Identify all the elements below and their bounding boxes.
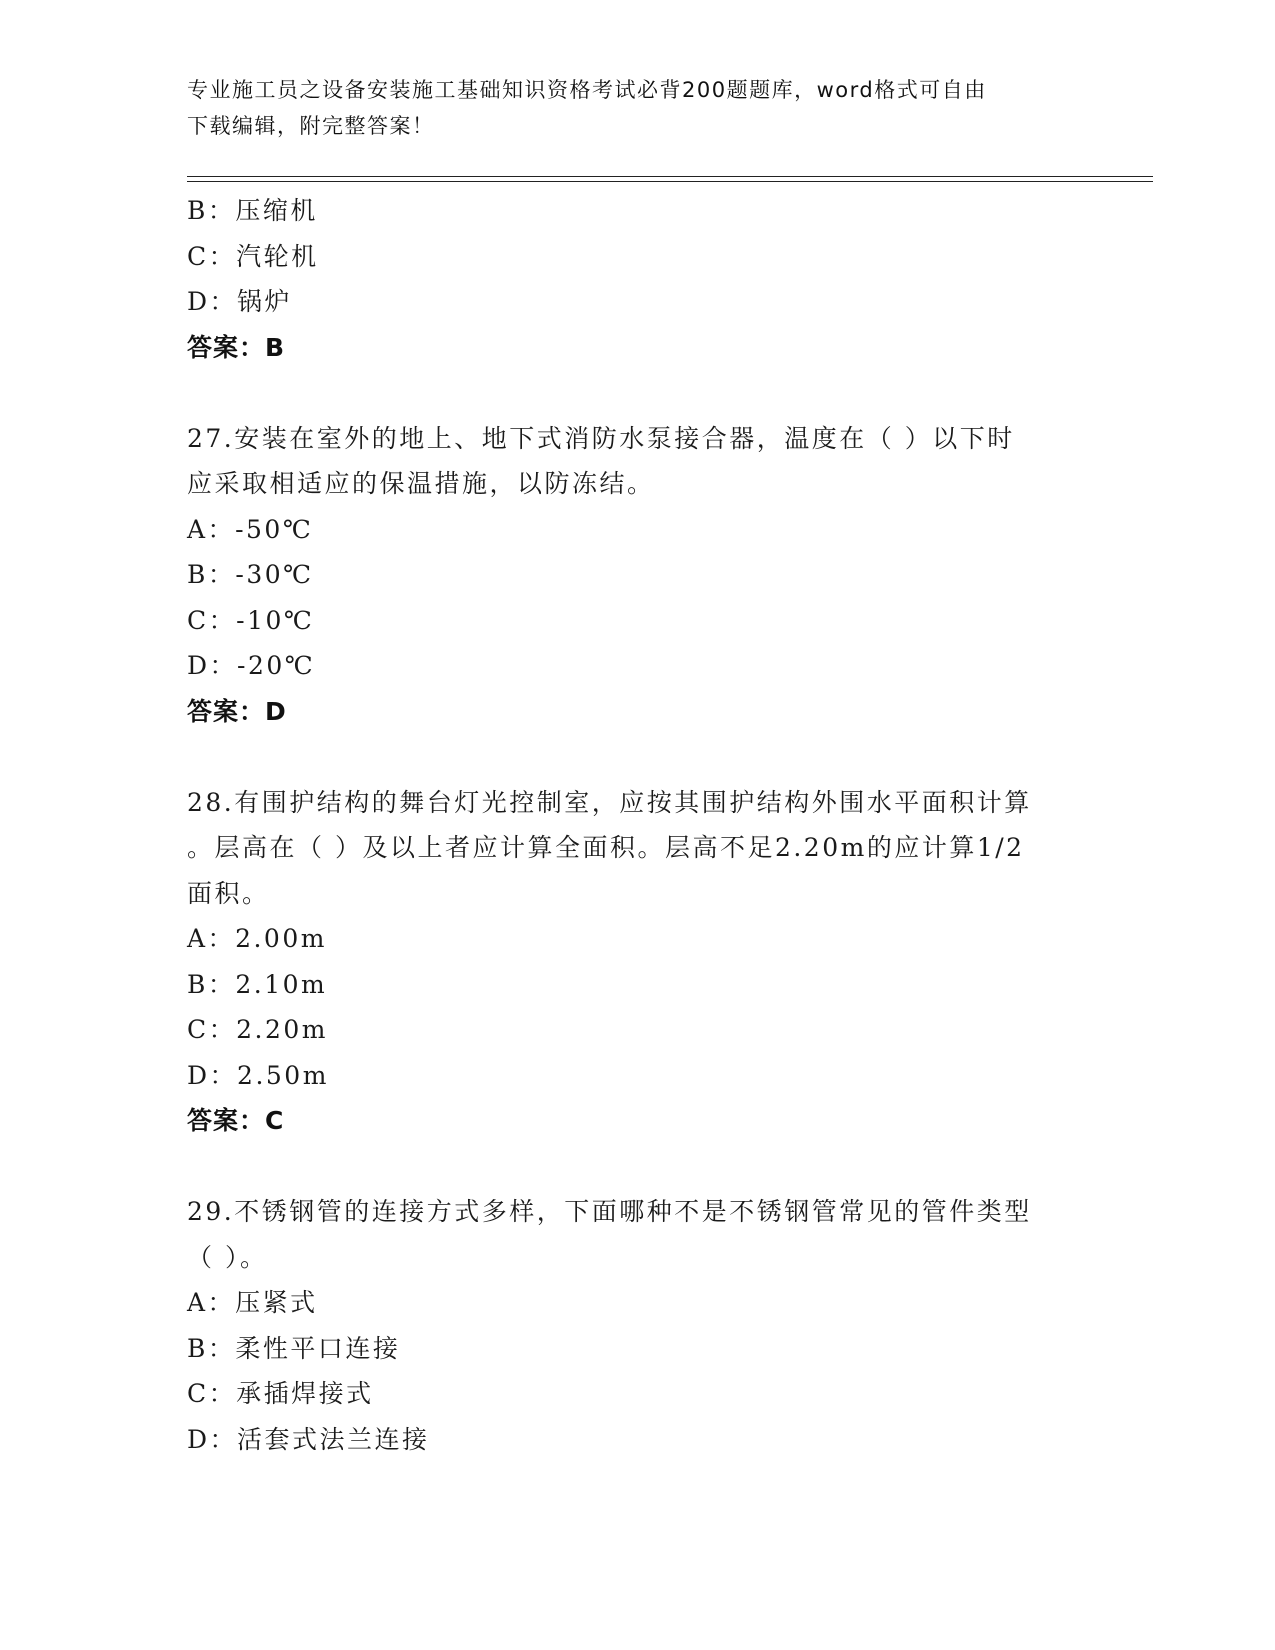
option-label: B： xyxy=(187,560,236,589)
question-text-line: （ ）。 xyxy=(187,1242,268,1272)
question-text-line: 。层高在（ ）及以上者应计算全面积。层高不足2.20m的应计算1/2 xyxy=(187,833,1025,862)
option-text: 活套式法兰连接 xyxy=(237,1424,430,1454)
header-line-2: 下载编辑，附完整答案！ xyxy=(187,114,435,138)
option-a xyxy=(187,916,1087,962)
option-label: D： xyxy=(187,1424,238,1454)
answer-line: 答案：C xyxy=(187,1106,285,1135)
option-a xyxy=(187,1280,1087,1326)
option-label: C： xyxy=(187,605,237,635)
option-d xyxy=(187,279,1087,325)
option-a xyxy=(187,507,1087,553)
option-b xyxy=(187,962,1087,1008)
question-text-line: 应采取相适应的保温措施，以防冻结。 xyxy=(187,469,655,498)
option-label: D： xyxy=(187,651,238,680)
question-28 xyxy=(187,780,1087,1144)
question-text-line: 28.有围护结构的舞台灯光控制室，应按其围护结构外围水平面积计算 xyxy=(187,787,1032,817)
question-29 xyxy=(187,1189,1087,1462)
option-c xyxy=(187,1007,1087,1053)
answer-line: 答案：D xyxy=(187,696,287,726)
header-divider-top xyxy=(187,176,1153,177)
option-b xyxy=(187,552,1087,598)
question-text-line: 面积。 xyxy=(187,878,270,908)
option-c xyxy=(187,234,1087,280)
question-list xyxy=(187,188,1087,1462)
option-text: 承插焊接式 xyxy=(236,1379,374,1408)
option-text: 2.20m xyxy=(236,1015,329,1044)
option-text: 压紧式 xyxy=(235,1288,318,1317)
option-b xyxy=(187,1326,1087,1372)
option-text: 汽轮机 xyxy=(236,241,319,271)
option-d xyxy=(187,643,1087,689)
option-b xyxy=(187,188,1087,234)
option-label: C： xyxy=(187,1379,237,1408)
option-label: C： xyxy=(187,1015,237,1044)
option-d xyxy=(187,1053,1087,1099)
option-text: 压缩机 xyxy=(235,196,318,225)
question-text-line: 27.安装在室外的地上、地下式消防水泵接合器，温度在（ ）以下时 xyxy=(187,423,1015,453)
option-d xyxy=(187,1417,1087,1463)
question-text-line: 29.不锈钢管的连接方式多样，下面哪种不是不锈钢管常见的管件类型 xyxy=(187,1197,1032,1226)
prev-question-options xyxy=(187,188,1087,325)
spacer xyxy=(187,734,1087,780)
option-text: -30℃ xyxy=(235,560,314,589)
option-c xyxy=(187,1371,1087,1417)
option-text: -10℃ xyxy=(236,605,315,635)
document-header xyxy=(187,72,1067,144)
option-label: D： xyxy=(187,287,238,316)
option-text: 2.50m xyxy=(237,1060,329,1090)
answer-line: 答案：B xyxy=(187,332,286,362)
header-divider-bottom xyxy=(187,181,1153,182)
option-label: A： xyxy=(187,514,236,544)
spacer xyxy=(187,370,1087,416)
option-label: C： xyxy=(187,241,237,271)
option-c xyxy=(187,598,1087,644)
option-label: A： xyxy=(187,1288,236,1317)
option-label: B： xyxy=(187,969,236,999)
option-label: B： xyxy=(187,196,236,225)
option-text: 2.00m xyxy=(235,924,327,953)
question-27 xyxy=(187,416,1087,735)
option-text: 柔性平口连接 xyxy=(235,1333,401,1363)
option-text: -50℃ xyxy=(235,514,314,544)
option-label: B： xyxy=(187,1333,236,1363)
option-text: 锅炉 xyxy=(237,287,293,316)
option-text: -20℃ xyxy=(237,651,316,680)
spacer xyxy=(187,1144,1087,1190)
option-label: A： xyxy=(187,924,236,953)
option-label: D： xyxy=(187,1060,238,1090)
header-line-1: 专业施工员之设备安装施工基础知识资格考试必背200题题库，word格式可自由 xyxy=(187,78,987,102)
option-text: 2.10m xyxy=(235,969,328,999)
